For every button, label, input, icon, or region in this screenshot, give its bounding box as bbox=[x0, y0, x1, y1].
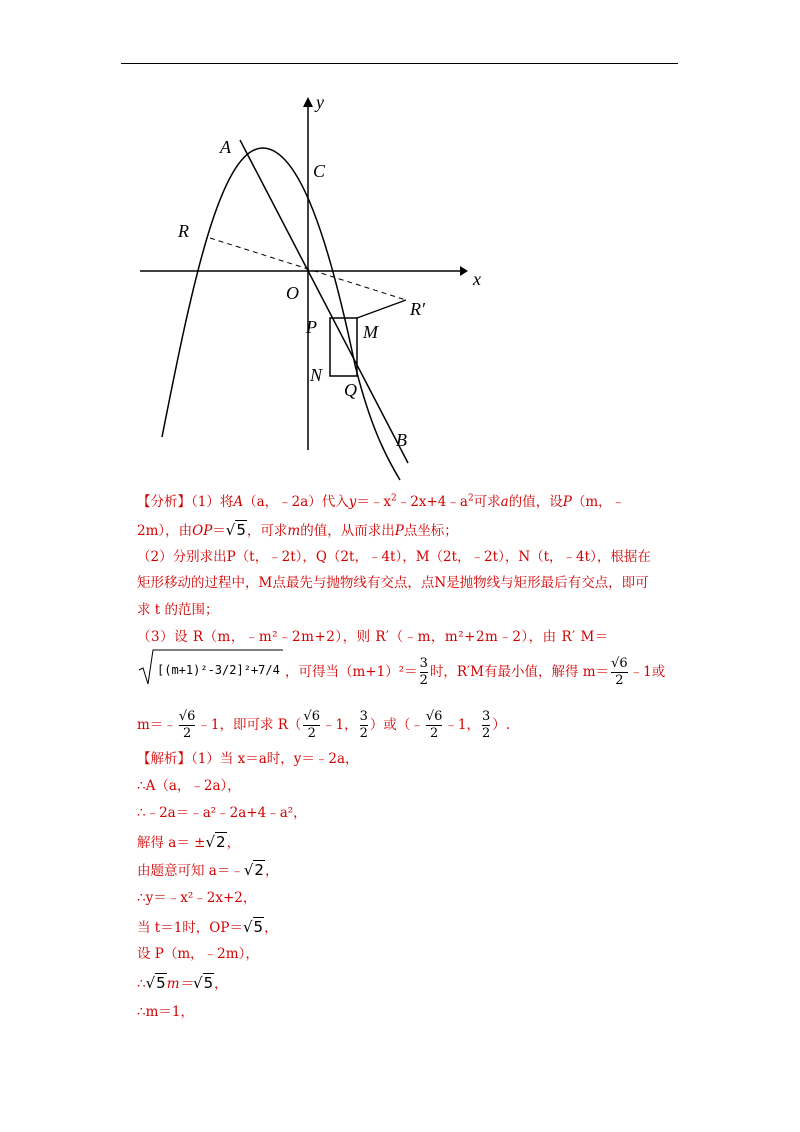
analysis-line-3: （2）分别求出P（t，﹣2t），Q（2t，﹣4t），M（2t，﹣2t），N（t，﹣4t），根据在 bbox=[137, 549, 651, 565]
solution-line-7: 当 t＝1时，OP＝√5， bbox=[137, 918, 278, 936]
line-M-Rprime bbox=[357, 300, 406, 318]
label-x: x bbox=[473, 269, 481, 289]
analysis-line-1: 【分析】（1）将A（a，﹣2a）代入$y=﹣x^2﹣2x+4﹣a^2$可求a的值，设P（m，﹣ bbox=[137, 493, 626, 510]
x-axis-arrow bbox=[460, 266, 468, 276]
y-axis-arrow bbox=[303, 97, 313, 107]
label-O: O bbox=[286, 283, 299, 303]
parabola-curve bbox=[162, 148, 400, 480]
solution-line-2: ∴A（a，﹣2a）， bbox=[137, 778, 241, 794]
solution-line-1: 【解析】（1）当 x＝a时，y＝﹣2a， bbox=[137, 751, 359, 767]
analysis-line-7: ，可得当（m+1）²＝ $\frac{3}{2}$ 时，R′M有最小值，解得 m＝ $\frac{√6}{2}$ ﹣1或 bbox=[285, 656, 666, 688]
label-A: A bbox=[220, 137, 231, 157]
analysis-line-5: 求 t 的范围； bbox=[137, 602, 219, 618]
label-C: C bbox=[313, 161, 326, 181]
label-M: M bbox=[363, 322, 378, 342]
solution-line-10: ∴m＝1， bbox=[137, 1004, 194, 1020]
solution-heading: 【解析】 bbox=[137, 751, 191, 767]
analysis-line-2: 2m），由OP＝√5，可求m的值，从而求出P点坐标； bbox=[137, 521, 458, 539]
line-AB bbox=[240, 140, 408, 463]
label-Rprime: R′ bbox=[410, 299, 425, 319]
rectangle-PMQN bbox=[330, 318, 357, 376]
analysis-heading: 【分析】 bbox=[137, 494, 191, 510]
solution-line-4: 解得 a＝ ±√2， bbox=[137, 833, 241, 851]
label-Q: Q bbox=[344, 380, 357, 400]
label-N: N bbox=[310, 365, 323, 385]
header-rule bbox=[121, 63, 678, 64]
label-P: P bbox=[306, 317, 317, 337]
svg-text:[(m+1)²-3/2]²+7/4: [(m+1)²-3/2]²+7/4 bbox=[157, 663, 280, 677]
analysis-line-4: 矩形移动的过程中，M点最先与抛物线有交点，点N是抛物线与矩形最后有交点，即可 bbox=[137, 575, 649, 591]
geometry-figure bbox=[130, 85, 490, 485]
sqrt-expression bbox=[137, 648, 285, 686]
label-y: y bbox=[316, 92, 324, 112]
solution-line-5: 由题意可知 a＝﹣√2， bbox=[137, 861, 279, 879]
analysis-line-8: m＝﹣ $\frac{√6}{2}$ ﹣1，即可求 R（ $\frac{√6}{2}$ ﹣1， $\frac{3}{2}$ ）或（﹣ $\frac{√6}{2}$ ﹣1， $\frac{3}{2}$ ）. bbox=[137, 709, 511, 741]
analysis-line-6: （3）设 R（m，﹣m²﹣2m+2），则 R′（﹣m，m²+2m﹣2），由 R′ M＝ bbox=[137, 629, 609, 645]
solution-line-3: ∴﹣2a＝﹣a²﹣2a+4﹣a²， bbox=[137, 805, 307, 821]
solution-line-6: ∴y＝﹣x²﹣2x+2， bbox=[137, 890, 257, 906]
label-R: R bbox=[178, 221, 189, 241]
label-B: B bbox=[396, 430, 407, 450]
solution-line-8: 设 P（m，﹣2m）， bbox=[137, 946, 259, 962]
solution-line-9: ∴√5m＝√5， bbox=[137, 974, 228, 992]
